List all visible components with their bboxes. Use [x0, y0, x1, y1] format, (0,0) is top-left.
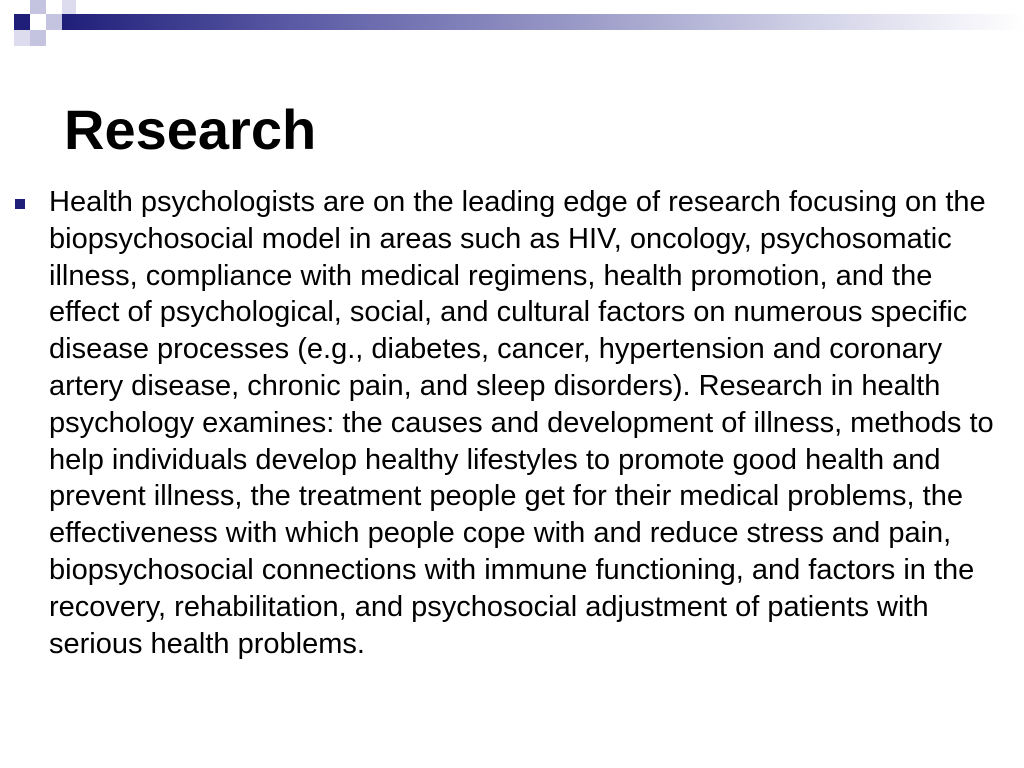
decorative-square — [46, 0, 60, 14]
header-gradient-bar — [62, 14, 1024, 30]
bullet-text: Health psychologists are on the leading edge of research focusing on the biopsychosocial model in areas such as HIV, oncology, psychosomatic illness, compliance with medical regimens, health promotion, and the effect of psychological, social, and cultural factors on numerous specific disease processes (e.g., diabetes, cancer, hypertension and coronary artery disease, chronic pain, and sleep disorders). Research in health psychology examines: the causes and development of illness, methods to help individuals develop healthy lifestyles to promote good health and prevent illness, the treatment people get for their medical problems, the effectiveness with which people cope with and reduce stress and pain, biopsychosocial connections with immune functioning, and factors in the recovery, rehabilitation, and psychosocial adjustment of patients with serious health problems. — [49, 186, 994, 660]
decorative-square — [62, 30, 76, 44]
decorative-square — [46, 14, 62, 30]
bullet-item — [14, 184, 1010, 662]
bullet-list — [14, 184, 1010, 662]
slide-title: Research — [64, 98, 317, 161]
decorative-square — [14, 30, 30, 46]
decorative-square — [14, 14, 30, 30]
decorative-square — [62, 0, 76, 14]
decorative-square — [30, 0, 46, 14]
square-bullet-icon — [15, 199, 25, 209]
decorative-square — [30, 30, 46, 46]
decorative-square — [30, 46, 44, 60]
